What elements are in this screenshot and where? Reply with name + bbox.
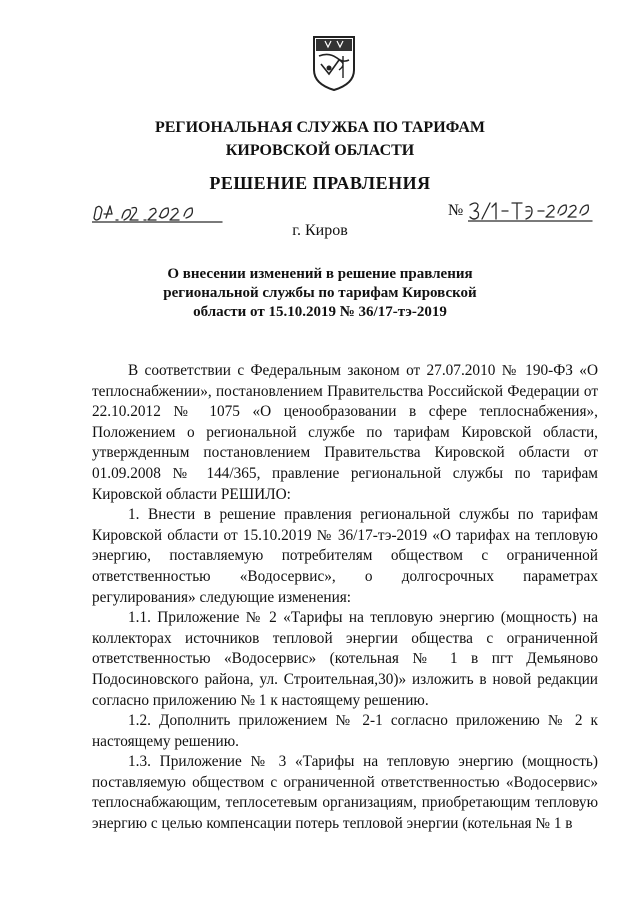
document-type-title: РЕШЕНИЕ ПРАВЛЕНИЯ: [209, 173, 431, 193]
kirov-oblast-coat-of-arms-icon: [311, 34, 357, 92]
number-sign: №: [448, 202, 464, 219]
handwritten-number: [468, 199, 594, 223]
document-body: [92, 361, 598, 835]
city: г. Киров: [292, 222, 348, 239]
handwritten-date: [92, 202, 224, 224]
org-line-2: КИРОВСКОЙ ОБЛАСТИ: [225, 142, 415, 159]
document-subject: [150, 265, 490, 322]
org-line-1: РЕГИОНАЛЬНАЯ СЛУЖБА ПО ТАРИФАМ: [154, 119, 486, 136]
subject-line-3: области от 15.10.2019 № 36/17-тэ-2019: [193, 304, 447, 320]
item-1-2-paragraph: 1.2. Дополнить приложением № 2-1 согласно приложению № 2 к настоящему решению.: [92, 712, 598, 750]
subject-line-1: О внесении изменений в решение правления: [167, 266, 473, 282]
item-1-1-paragraph: 1.1. Приложение № 2 «Тарифы на тепловую энергию (мощность) на коллекторах источников тепловой энергии общества с ограниченной ответственностью «Водосервис» (котельная № 1 в пгт Демьяново Подосиновского района, ул. Строительная,30)» изложить в новой редакции согласно приложению № 1 к настоящему решению.: [92, 609, 598, 709]
preamble-paragraph: В соответствии с Федеральным законом от 27.07.2010 № 190-ФЗ «О теплоснабжении», постановлением Правительства Российской Федерации от 22.10.2012 № 1075 «О ценообразовании в сфере теплоснабжения», Положением о региональной службе по тарифам Кировской области, утвержденным постановлением Правительства Кировской области от 01.09.2008 № 144/365, правление региональной службы по тарифам Кировской области РЕШИЛО:: [92, 362, 598, 503]
item-1-paragraph: 1. Внести в решение правления региональной службы по тарифам Кировской области от 15.10.2019 № 36/17-тэ-2019 «О тарифах на тепловую энергию, поставляемую потребителям обществом с ограниченной ответственностью «Водосервис», о долгосрочных параметрах регулирования» следующие изменения:: [92, 506, 598, 606]
organization-name: [60, 116, 580, 162]
item-1-3-paragraph: 1.3. Приложение № 3 «Тарифы на тепловую энергию (мощность) поставляемую обществом с ограниченной ответственностью «Водосервис» теплоснабжающим, теплосетевым организациям, приобретающим тепловую энергию с целью компенсации потерь тепловой энергии (котельная № 1 в: [92, 753, 598, 833]
subject-line-2: региональной службы по тарифам Кировской: [163, 285, 477, 301]
